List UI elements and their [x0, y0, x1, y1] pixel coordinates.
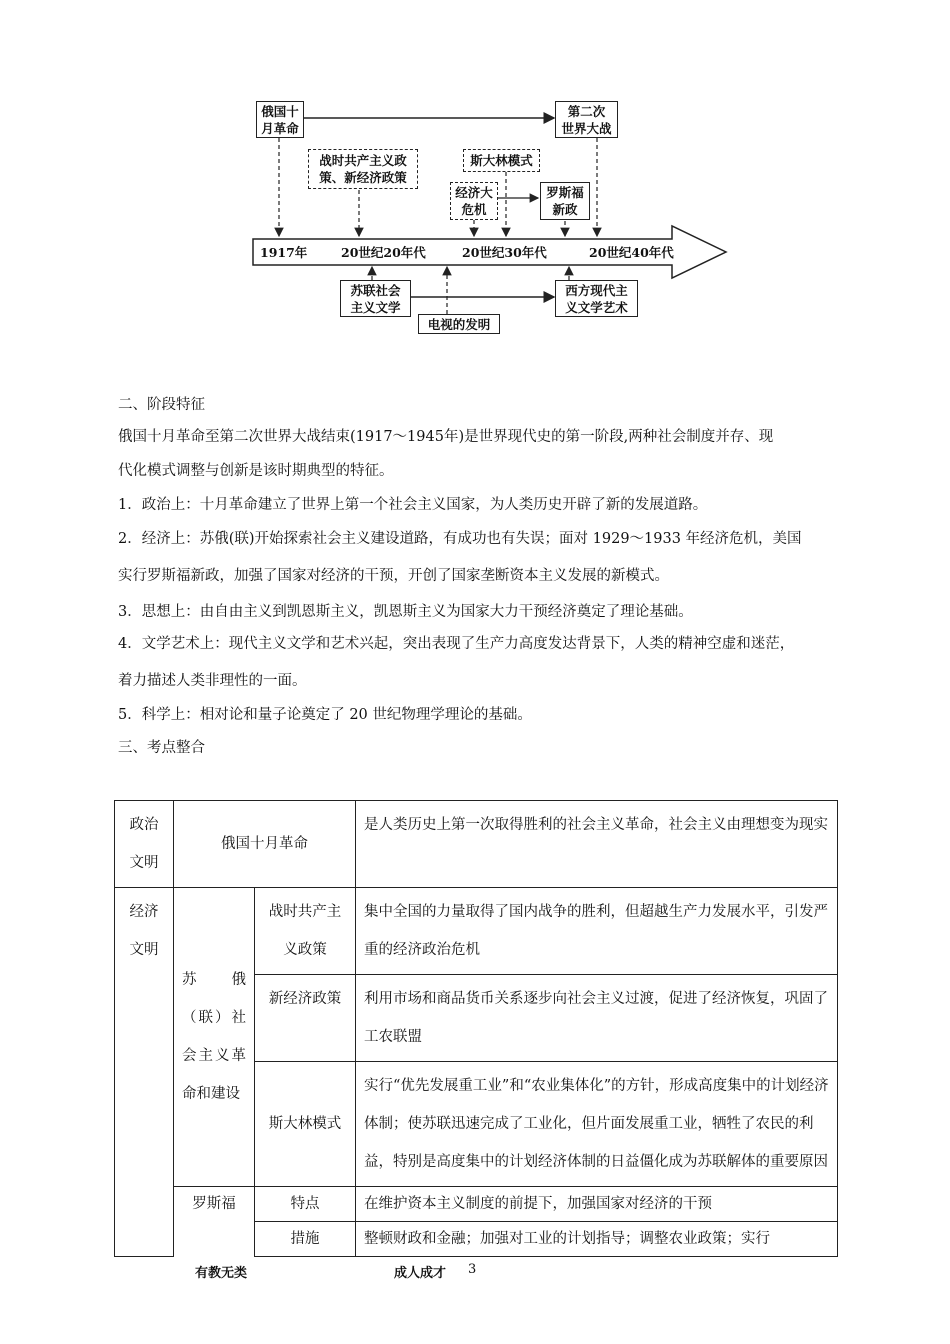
timeline-diagram: [0, 0, 950, 345]
war-communism-box: 战时共产主义政 策、新经济政策: [308, 149, 418, 189]
footer-right: 成人成才: [394, 1266, 447, 1281]
footer-left: 有教无类: [195, 1266, 248, 1281]
page-number: 3: [468, 1262, 477, 1277]
war-communism-cell: 战时共产主义政策: [255, 888, 356, 975]
section2-intro-line1: 俄国十月革命至第二次世界大战结束(1917～1945年)是世界现代史的第一阶段,两种社会制度并存、现: [118, 429, 774, 445]
feature-desc-cell: 在维护资本主义制度的前提下，加强国家对经济的干预: [356, 1187, 838, 1222]
section2-item2-line1: 2．经济上：苏俄(联)开始探索社会主义建设道路，有成功也有失误；面对 1929～1933 年经济危机，美国: [118, 531, 802, 547]
tick-1930s: 20世纪30年代: [462, 245, 547, 260]
tick-1940s: 20世纪40年代: [589, 245, 674, 260]
stalin-desc-cell: 实行“优先发展重工业”和“农业集体化”的方针，形成高度集中的计划经济体制；使苏联迅速完成了工业化，但片面发展重工业，牺牲了农民的利益，特别是高度集中的计划经济体制的日益僵化成为苏联解体的重要原因: [356, 1062, 838, 1187]
october-desc-cell: 是人类历史上第一次取得胜利的社会主义革命，社会主义由理想变为现实: [356, 801, 838, 888]
table-row: [115, 1187, 838, 1222]
october-revolution-box: 俄国十 月革命: [256, 101, 304, 138]
western-art-box: 西方现代主 义文学艺术: [555, 280, 638, 317]
section2-item5: 5．科学上：相对论和量子论奠定了 20 世纪物理学理论的基础。: [118, 707, 532, 723]
nep-cell: 新经济政策: [255, 975, 356, 1062]
feature-cell: 特点: [255, 1187, 356, 1222]
soviet-literature-box: 苏联社会 主义文学: [340, 280, 411, 317]
table-row: [115, 801, 838, 888]
roosevelt-cell: 罗斯福: [174, 1187, 255, 1257]
tick-1917: 1917年: [260, 245, 308, 260]
soviet-group-text: 苏 俄（联）社会主义革命和建设: [182, 972, 246, 1102]
section2-intro-line2: 代化模式调整与创新是该时期典型的特征。: [118, 463, 394, 479]
nep-desc-cell: 利用市场和商品货币关系逐步向社会主义过渡，促进了经济恢复，巩固了工农联盟: [356, 975, 838, 1062]
measures-desc-cell: 整顿财政和金融；加强对工业的计划指导；调整农业政策；实行: [356, 1222, 838, 1257]
economic-crisis-box: 经济大 危机: [450, 182, 498, 220]
economy-label-cell: 经济 文明: [115, 888, 174, 1257]
measures-cell: 措施: [255, 1222, 356, 1257]
stalin-model-box: 斯大林模式: [463, 149, 540, 172]
table-row: [115, 888, 838, 975]
october-revolution-cell: 俄国十月革命: [174, 801, 356, 888]
section2-item2-line2: 实行罗斯福新政，加强了国家对经济的干预，开创了国家垄断资本主义发展的新模式。: [118, 568, 669, 584]
section2-heading: 二、阶段特征: [118, 397, 205, 413]
tick-1920s: 20世纪20年代: [341, 245, 426, 260]
tv-invention-box: 电视的发明: [418, 314, 500, 334]
new-deal-box: 罗斯福 新政: [540, 182, 590, 220]
soviet-group-cell: [174, 888, 255, 1187]
section2-item1: 1．政治上：十月革命建立了世界上第一个社会主义国家，为人类历史开辟了新的发展道路。: [118, 497, 708, 513]
ww2-box: 第二次 世界大战: [555, 101, 618, 138]
key-points-table: [114, 800, 838, 1257]
war-communism-desc-cell: 集中全国的力量取得了国内战争的胜利，但超越生产力发展水平，引发严重的经济政治危机: [356, 888, 838, 975]
politics-label-cell: 政治 文明: [115, 801, 174, 888]
section2-item4-line2: 着力描述人类非理性的一面。: [118, 673, 307, 689]
section2-item3: 3．思想上：由自由主义到凯恩斯主义，凯恩斯主义为国家大力干预经济奠定了理论基础。: [118, 604, 693, 620]
stalin-model-cell: 斯大林模式: [255, 1062, 356, 1187]
section3-heading: 三、考点整合: [118, 740, 205, 756]
section2-item4-line1: 4．文学艺术上：现代主义文学和艺术兴起，突出表现了生产力高度发达背景下，人类的精神空虚和迷茫，: [118, 636, 795, 652]
